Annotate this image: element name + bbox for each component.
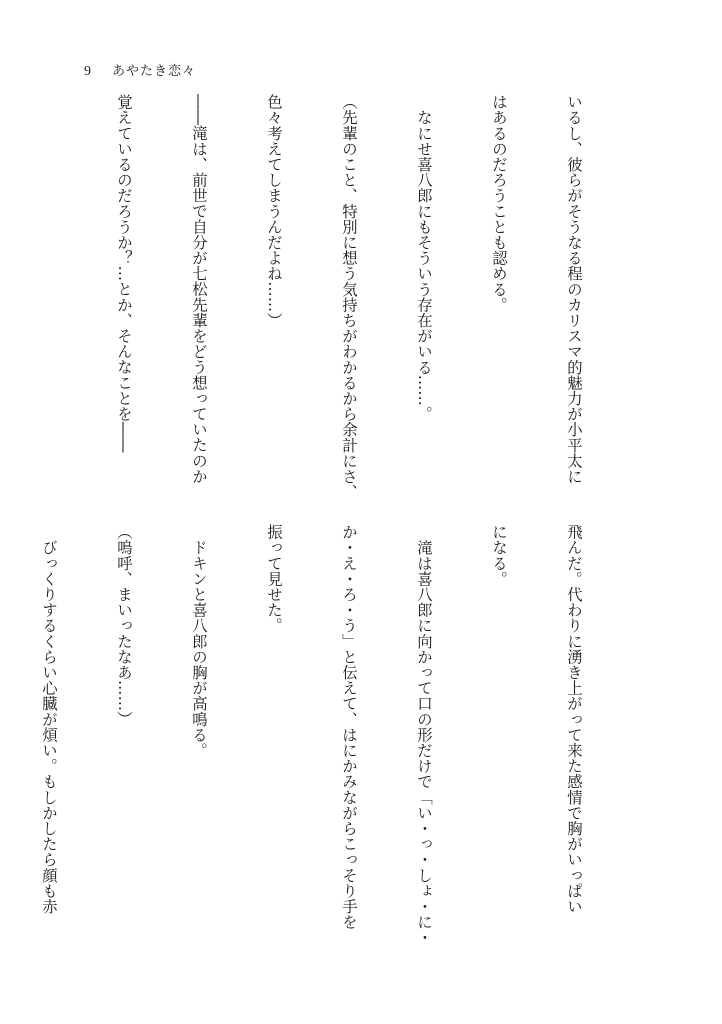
text-column: ドキンと喜八郎の胸が高鳴る。: [190, 524, 208, 758]
text-column: びっくりするくらい心臓が煩い。もしかしたら顔も赤: [40, 524, 58, 914]
text-block-bottom: [0, 524, 636, 946]
text-column: 飛んだ。代わりに湧き上がって来た感情で胸がいっぱい: [565, 524, 583, 914]
text-column: はあるのだろうことも認める。: [490, 94, 508, 313]
text-column: なにせ喜八郎にもそういう存在がいる……。: [415, 94, 433, 422]
text-column: になる。: [490, 524, 508, 587]
running-title: あやたき恋々: [112, 64, 197, 79]
text-column: 振って見せた。: [265, 524, 283, 634]
text-column: 滝は喜八郎に向かって口の形だけで「い・っ・しょ・に・: [415, 524, 433, 946]
text-column: ――滝は、前世で自分が七松先輩をどう想っていたのか: [190, 94, 208, 484]
text-column: 色々考えてしまうんだよね……）: [265, 94, 283, 328]
running-header: [84, 60, 196, 80]
text-column: （嗚呼、まいったなあ……）: [115, 524, 133, 727]
page-number: 9: [84, 64, 92, 79]
text-column: 覚えているのだろうか？…とか、そんなことを――: [115, 94, 133, 453]
text-column: （先輩のこと、特別に想う気持ちがわかるから余計にさ、: [340, 94, 358, 500]
text-column: か・え・ろ・う」と伝えて、はにかみながらこっそり手を: [340, 524, 358, 930]
text-block-top: [0, 94, 636, 509]
text-column: いるし、彼らがそうなる程のカリスマ的魅力が小平太に: [565, 94, 583, 484]
